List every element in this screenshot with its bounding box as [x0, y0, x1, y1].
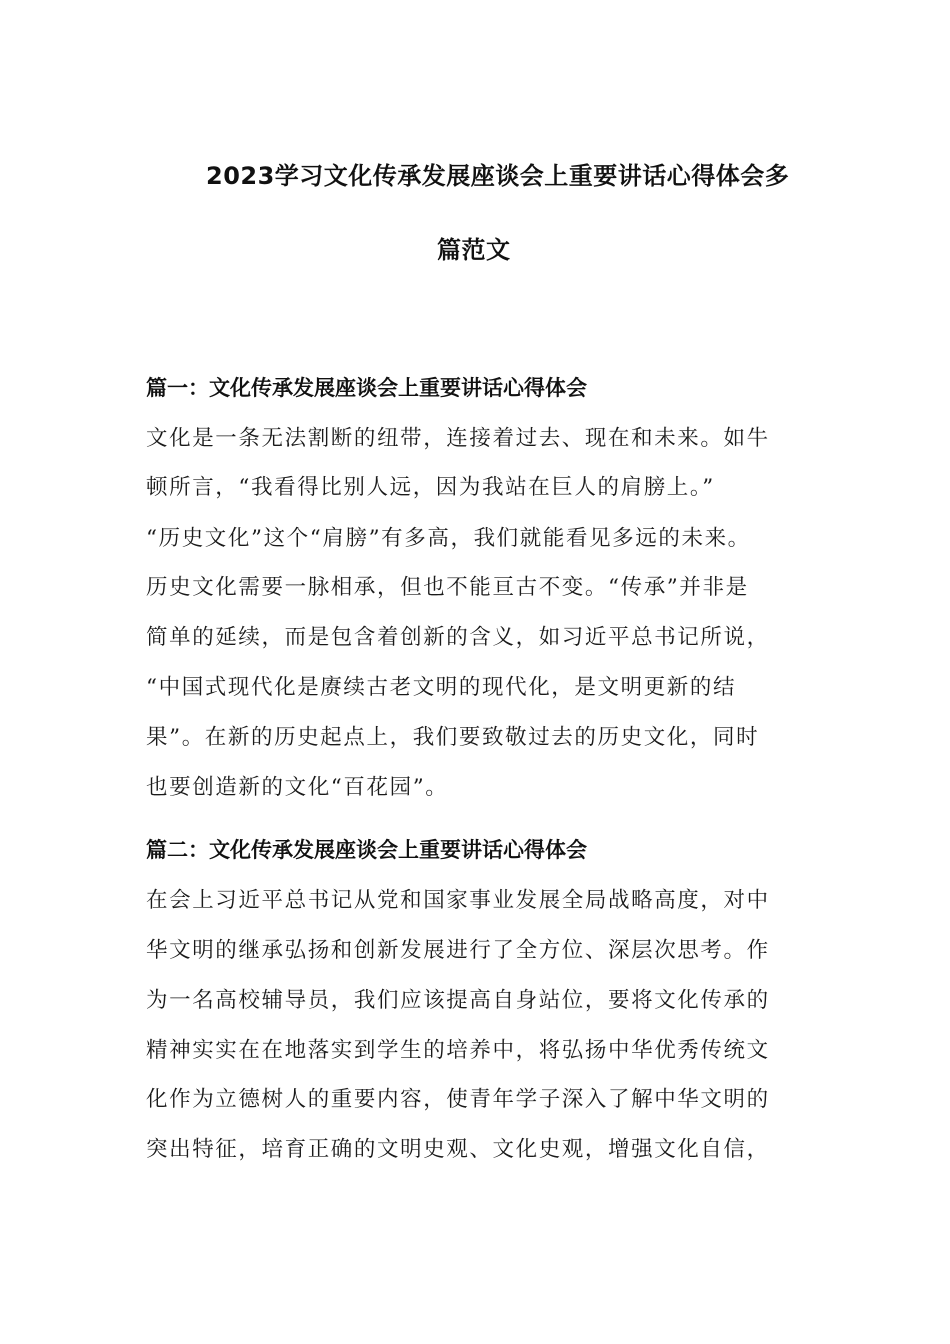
section-1-line-5: 简单的延续，而是包含着创新的含义，如习近平总书记所说，: [146, 625, 770, 650]
document-title-line-1: 2023学习文化传承发展座谈会上重要讲话心得体会多: [206, 162, 790, 190]
section-2-line-2: 华文明的继承弘扬和创新发展进行了全方位、深层次思考。作: [146, 938, 770, 963]
section-1-line-2: 顿所言，“我看得比别人远，因为我站在巨人的肩膀上。”: [146, 475, 715, 500]
section-2-line-3: 为一名高校辅导员，我们应该提高自身站位，要将文化传承的: [146, 988, 770, 1013]
section-1-line-7: 果”。在新的历史起点上，我们要致敬过去的历史文化，同时: [146, 725, 760, 750]
section-2-heading: 篇二：文化传承发展座谈会上重要讲话心得体会: [146, 838, 587, 862]
section-1-line-6: “中国式现代化是赓续古老文明的现代化，是文明更新的结: [146, 675, 737, 700]
section-1-heading: 篇一：文化传承发展座谈会上重要讲话心得体会: [146, 376, 587, 400]
section-1-line-4: 历史文化需要一脉相承，但也不能亘古不变。“传承”并非是: [146, 575, 749, 600]
section-1-line-8: 也要创造新的文化“百花园”。: [146, 775, 449, 800]
section-2-line-5: 化作为立德树人的重要内容，使青年学子深入了解中华文明的: [146, 1087, 770, 1112]
section-2-line-4: 精神实实在在地落实到学生的培养中，将弘扬中华优秀传统文: [146, 1038, 770, 1063]
section-2-line-6: 突出特征，培育正确的文明史观、文化史观，增强文化自信，: [146, 1137, 770, 1162]
section-2-line-1: 在会上习近平总书记从党和国家事业发展全局战略高度，对中: [146, 888, 770, 913]
document-title-line-2: 篇范文: [437, 236, 511, 264]
section-1-line-3: “历史文化”这个“肩膀”有多高，我们就能看见多远的未来。: [146, 526, 751, 551]
section-1-line-1: 文化是一条无法割断的纽带，连接着过去、现在和未来。如牛: [146, 426, 770, 451]
